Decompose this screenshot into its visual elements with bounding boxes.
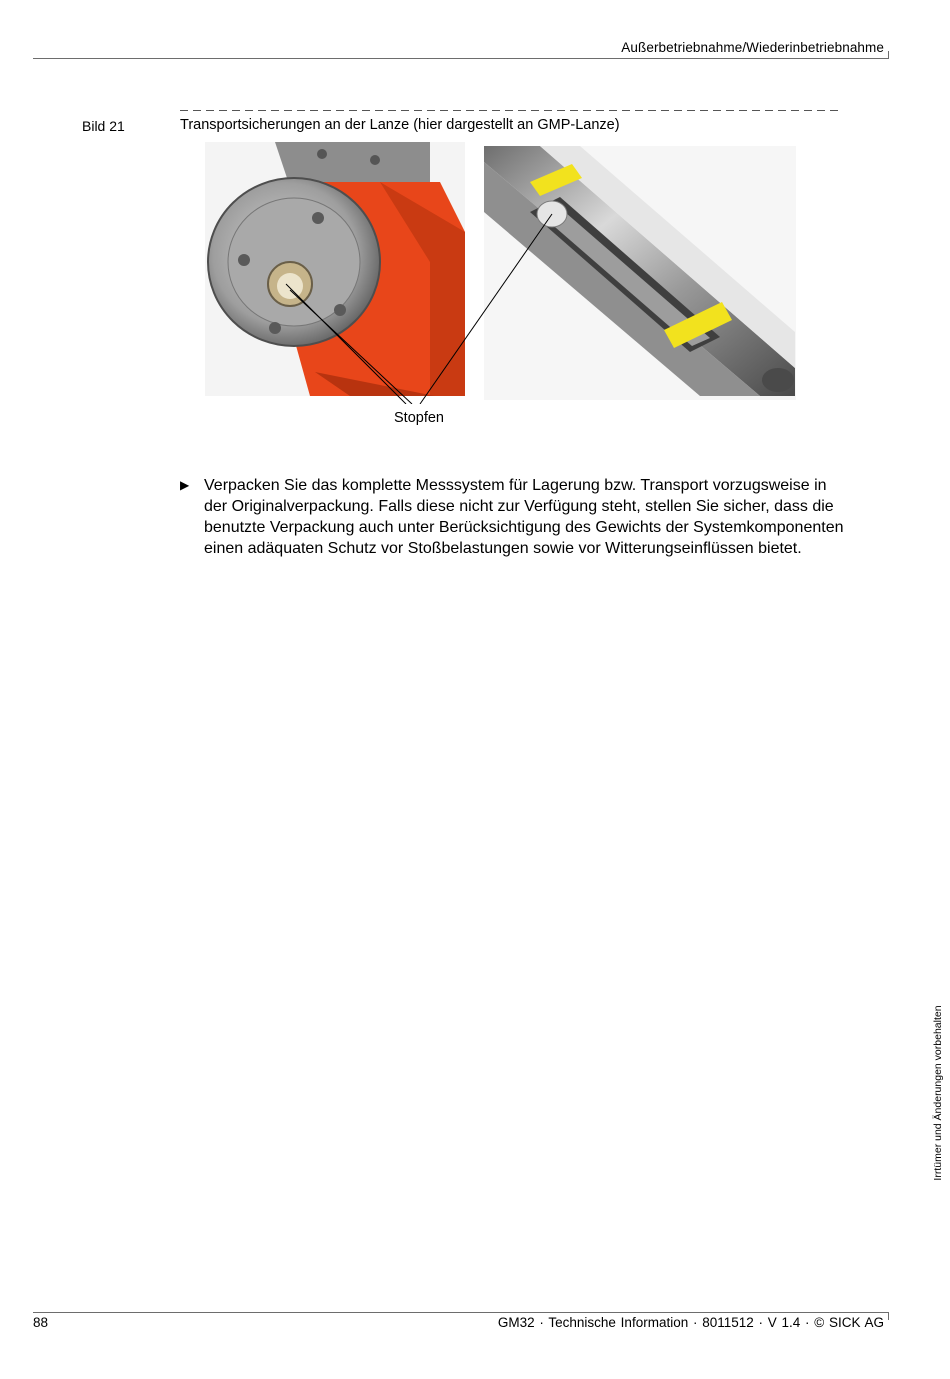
- instruction-text: Verpacken Sie das komplette Messsystem für Lagerung bzw. Transport vorzugsweise in der Originalverpackung. Falls diese nicht zur Verfügung steht, stellen Sie sicher, dass die benutzte Verpackung auch unter Berücksichtigung des Gewichts der Systemkomponenten einen adäquaten Schutz vor Stoßbelastungen sowie vor Witterungseinflüssen bietet.: [204, 477, 844, 557]
- lance-photo: [484, 146, 796, 400]
- document-info: GM32 · Technische Information · 8011512 · V 1.4 · © SICK AG: [497, 1315, 884, 1330]
- disclaimer-note: Irrtümer und Änderungen vorbehalten: [932, 1005, 944, 1181]
- section-title: Außerbetriebnahme/Wiederinbetriebnahme: [621, 40, 884, 55]
- header-rule-tick: [888, 51, 889, 59]
- figure-photos: [200, 142, 800, 404]
- figure-caption: Transportsicherungen an der Lanze (hier dargestellt an GMP-Lanze): [180, 117, 620, 133]
- flange-photo: [205, 142, 465, 396]
- figure-separator: [180, 110, 840, 111]
- figure-label: Bild 21: [82, 118, 125, 134]
- header-rule: [33, 58, 889, 59]
- footer-rule: [33, 1312, 889, 1313]
- footer-rule-tick: [888, 1312, 889, 1320]
- triangle-right-icon: ▶: [180, 478, 190, 492]
- callout-label: Stopfen: [394, 410, 444, 426]
- page-number: 88: [33, 1315, 49, 1330]
